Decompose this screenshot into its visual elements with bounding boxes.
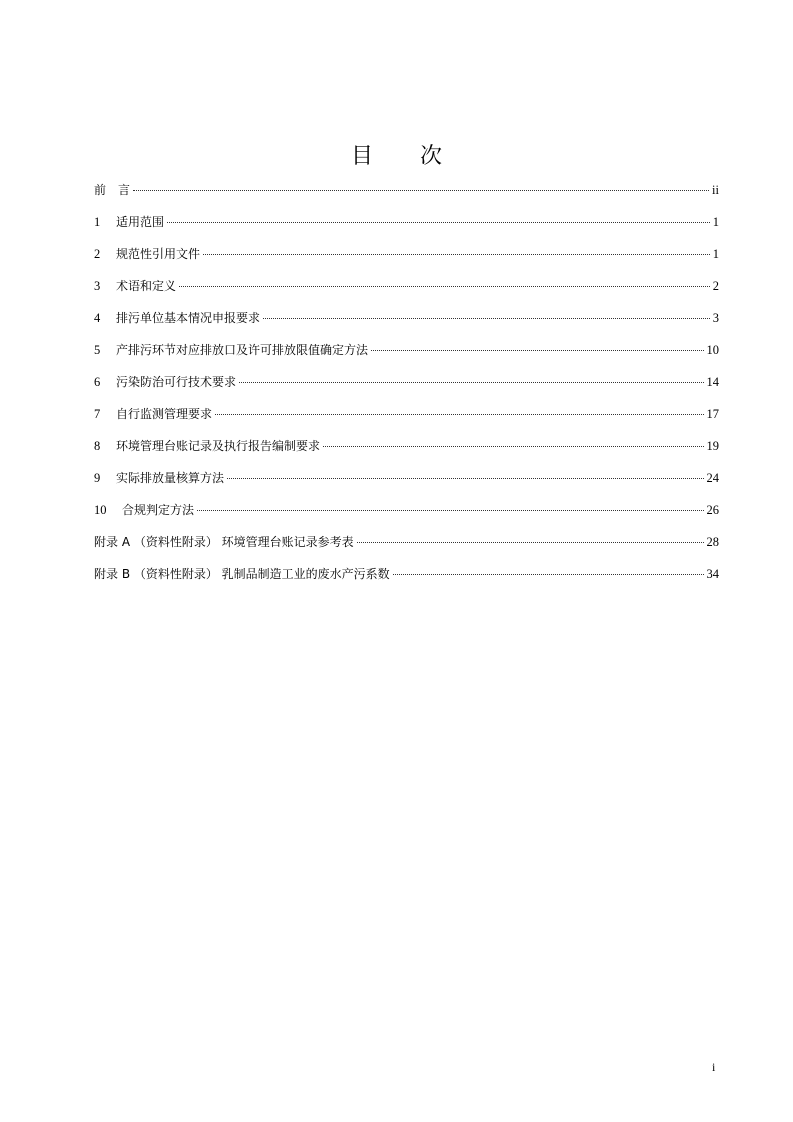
toc-entry-number: 1	[94, 215, 101, 229]
toc-entry-label	[94, 468, 224, 488]
page-title: 目 次	[351, 144, 462, 169]
toc-entry-2[interactable]	[94, 244, 719, 276]
toc-entry-label: 附录 B （资料性附录） 乳制品制造工业的废水产污系数	[94, 567, 390, 581]
toc-leader-dots	[263, 318, 710, 319]
toc-leader-dots	[133, 190, 709, 191]
page-number: i	[712, 1060, 716, 1074]
toc-entry-10[interactable]	[94, 500, 719, 532]
toc-entry-label	[94, 436, 320, 456]
toc-leader-dots	[179, 286, 710, 287]
toc-entry-page: 17	[706, 407, 719, 421]
toc-entry-number: 6	[94, 375, 101, 389]
toc-leader-dots	[167, 222, 710, 223]
toc-entry-4[interactable]	[94, 308, 719, 340]
toc-entry-text: 规范性引用文件	[116, 247, 201, 261]
toc-entry-8[interactable]	[94, 436, 719, 468]
toc-entry-page: 3	[712, 311, 719, 325]
toc-entry-text: 自行监测管理要求	[116, 407, 213, 421]
toc-entry-number: 8	[94, 439, 101, 453]
toc-entry-page: 2	[712, 279, 719, 293]
toc-entry-text: 术语和定义	[116, 279, 177, 293]
toc-entry-number: 7	[94, 407, 101, 421]
toc-entry-text: 环境管理台账记录及执行报告编制要求	[116, 439, 321, 453]
toc-leader-dots	[197, 510, 703, 511]
toc-entry-page: 1	[712, 247, 719, 261]
toc-entry-page: 24	[706, 471, 719, 485]
toc-entry-label	[94, 276, 176, 296]
toc-entry-number: 10	[94, 503, 107, 517]
toc-entry-number: 9	[94, 471, 101, 485]
toc-leader-dots	[323, 446, 703, 447]
toc-leader-dots	[227, 478, 703, 479]
toc-entry-page: 1	[712, 215, 719, 229]
toc-entry-page: 26	[706, 503, 719, 517]
toc-entry-page: 34	[706, 567, 719, 581]
toc-entry-label	[94, 340, 368, 360]
toc-entry-foreword[interactable]	[94, 180, 719, 212]
toc-entry-text: 适用范围	[116, 215, 165, 229]
toc-entry-label	[94, 212, 164, 232]
toc-leader-dots	[371, 350, 703, 351]
toc-leader-dots	[357, 542, 704, 543]
toc-entry-3[interactable]	[94, 276, 719, 308]
toc-entry-6[interactable]	[94, 372, 719, 404]
toc-entry-label	[94, 244, 200, 264]
toc-entry-label	[94, 404, 212, 424]
toc-entry-number: 5	[94, 343, 101, 357]
toc-entry-page: 14	[706, 375, 719, 389]
toc-entry-text: 污染防治可行技术要求	[116, 375, 237, 389]
toc-entry-9[interactable]	[94, 468, 719, 500]
toc-entry-page: 28	[706, 535, 719, 549]
toc-leader-dots	[393, 574, 704, 575]
toc-entry-label	[94, 372, 236, 392]
toc-entry-number: 4	[94, 311, 101, 325]
toc-entry-1[interactable]	[94, 212, 719, 244]
toc-entry-label: 附录 A （资料性附录） 环境管理台账记录参考表	[94, 535, 354, 549]
toc-entry-number: 2	[94, 247, 101, 261]
toc-entry-appendix-b[interactable]	[94, 564, 719, 596]
toc-leader-dots	[203, 254, 710, 255]
toc-entry-page: ii	[712, 183, 719, 197]
toc-entry-page: 10	[706, 343, 719, 357]
toc-entry-label	[94, 500, 194, 520]
toc-entry-label: 前 言	[94, 183, 131, 197]
toc-entry-label	[94, 308, 260, 328]
toc-entry-7[interactable]	[94, 404, 719, 436]
toc-leader-dots	[239, 382, 703, 383]
toc-entry-page: 19	[706, 439, 719, 453]
toc-entry-5[interactable]	[94, 340, 719, 372]
toc-entry-text: 合规判定方法	[122, 503, 195, 517]
toc-entry-text: 排污单位基本情况申报要求	[116, 311, 261, 325]
toc-entry-text: 实际排放量核算方法	[116, 471, 225, 485]
toc-entry-number: 3	[94, 279, 101, 293]
table-of-contents	[94, 180, 719, 596]
toc-leader-dots	[215, 414, 703, 415]
toc-entry-appendix-a[interactable]	[94, 532, 719, 564]
toc-entry-text: 产排污环节对应排放口及许可排放限值确定方法	[116, 343, 369, 357]
